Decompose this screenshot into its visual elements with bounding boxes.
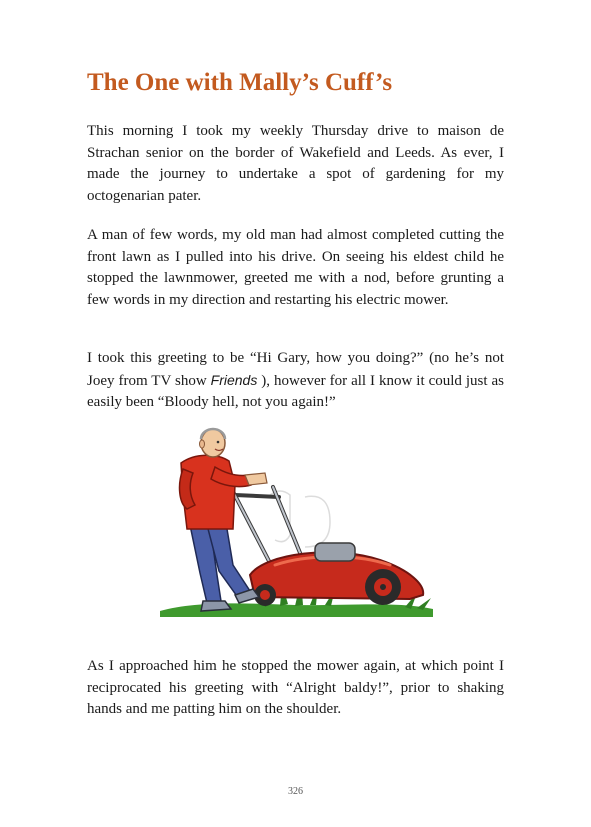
man-legs: [190, 525, 250, 603]
mower-motor: [315, 543, 355, 561]
paragraph-3-text-end: ), however for all I know it could just as easily been “Bloody hell, not you again!”: [87, 372, 504, 410]
man-mowing-lawn-illustration: [155, 425, 437, 620]
mower-handle: [227, 480, 305, 565]
page-title: The One with Mally’s Cuff’s: [87, 69, 393, 96]
paragraph-4: As I approached him he stopped the mower again, at which point I reciprocated his greeting with “Alright baldy!”, prior to shaking hands and me patting him on the shoulder.: [87, 658, 504, 717]
man-head: [200, 429, 226, 457]
page-number: 326: [288, 786, 303, 797]
man-forearm: [245, 473, 267, 485]
paragraph-2: A man of few words, my old man had almost completed cutting the front lawn as I pulled into his drive. On seeing his eldest child he stopped the lawnmower, greeted me with a nod, before grunting a few words in my direction and restarting his electric mower.: [87, 227, 504, 308]
show-title-italic: Friends: [210, 371, 258, 388]
paragraph-1: This morning I took my weekly Thursday drive to maison de Strachan senior on the border of Wakefield and Leeds. As ever, I made the journey to undertake a spot of gardening for my octogenarian pater.: [87, 123, 504, 204]
paragraph-3: [87, 348, 504, 414]
paragraph-3-text-start: I took this greeting to be “Hi Gary, how you doing?” (no he’s not Joey from TV show: [87, 350, 504, 389]
